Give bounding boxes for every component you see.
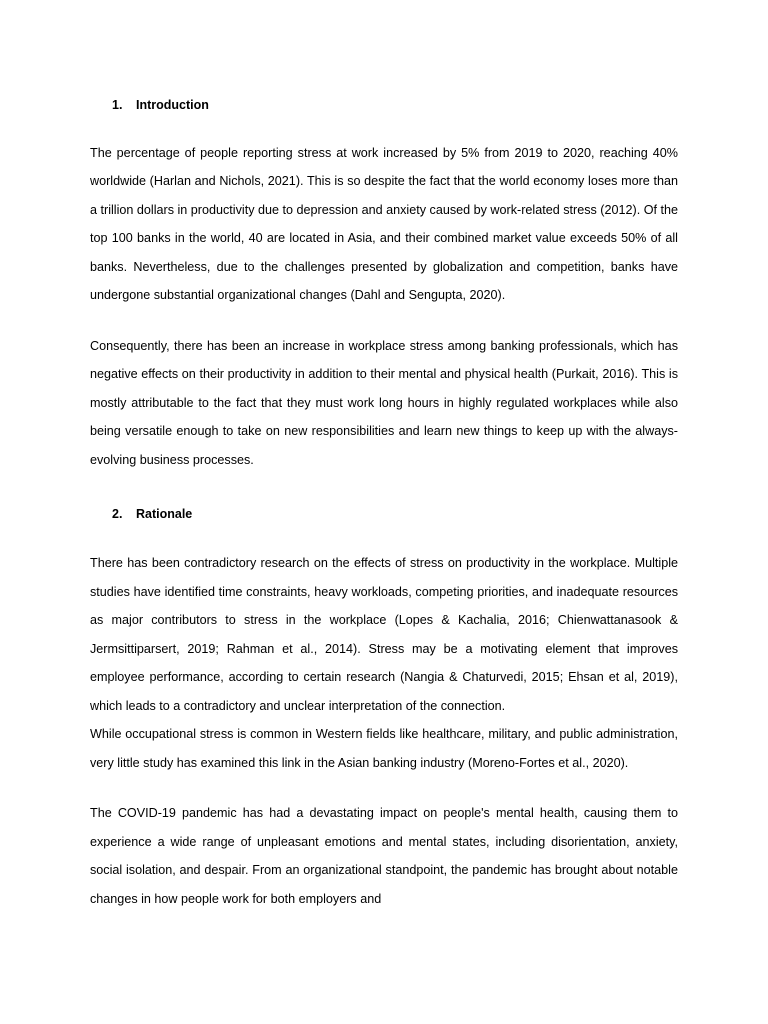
paragraph-intro-2: Consequently, there has been an increase in workplace stress among banking professionals, which has negative effects on their productivity in addition to their mental and physical health (Purkait, 2016). This is mostly attributable to the fact that they must work long hours in highly regulated workplaces while also being versatile enough to take on new responsibilities and learn new things to keep up with the always-evolving business processes. xyxy=(90,338,678,467)
section-title: Introduction xyxy=(136,98,209,112)
spacer xyxy=(90,474,678,505)
section-number: 1. xyxy=(112,98,123,112)
section-title: Rationale xyxy=(136,507,193,522)
section-number: 2. xyxy=(112,507,123,522)
paragraph-rationale-1: There has been contradictory research on the effects of stress on productivity in the workplace. Multiple studies have identified time constraints, heavy workloads, competing priorities, and inadequate resources as major contributors to stress in the workplace (Lopes & Kachalia, 2016; Chienwattanasook & Jermsittiparsert, 2019; Rahman et al., 2014). Stress may be a motivating element that improves employee performance, according to certain research (Nangia & Chaturvedi, 2015; Ehsan et al, 2019), which leads to a contradictory and unclear interpretation of the connection. xyxy=(90,556,678,713)
section-heading-introduction xyxy=(112,96,678,115)
spacer xyxy=(90,310,678,332)
spacer xyxy=(90,524,678,549)
paragraph-rationale-3: The COVID-19 pandemic has had a devastating impact on people's mental health, causing them to experience a wide range of unpleasant emotions and mental states, including disorientation, anxiety, social isolation, and despair. From an organizational standpoint, the pandemic has brought about notable changes in how people work for both employers and xyxy=(90,806,678,906)
document-body xyxy=(90,96,678,913)
paragraph-intro-1: The percentage of people reporting stress at work increased by 5% from 2019 to 2020, reaching 40% worldwide (Harlan and Nichols, 2021). This is so despite the fact that the world economy loses more than a trillion dollars in productivity due to depression and anxiety caused by work-related stress (2012). Of the top 100 banks in the world, 40 are located in Asia, and their combined market value exceeds 50% of all banks. Nevertheless, due to the challenges presented by globalization and competition, banks have undergone substantial organizational changes (Dahl and Sengupta, 2020). xyxy=(90,145,679,303)
section-heading-rationale xyxy=(112,505,678,524)
spacer xyxy=(90,115,678,139)
spacer xyxy=(90,777,678,799)
paragraph-rationale-2: While occupational stress is common in Western fields like healthcare, military, and public administration, very little study has examined this link in the Asian banking industry (Moreno-Fortes et al., 2020). xyxy=(90,727,678,770)
